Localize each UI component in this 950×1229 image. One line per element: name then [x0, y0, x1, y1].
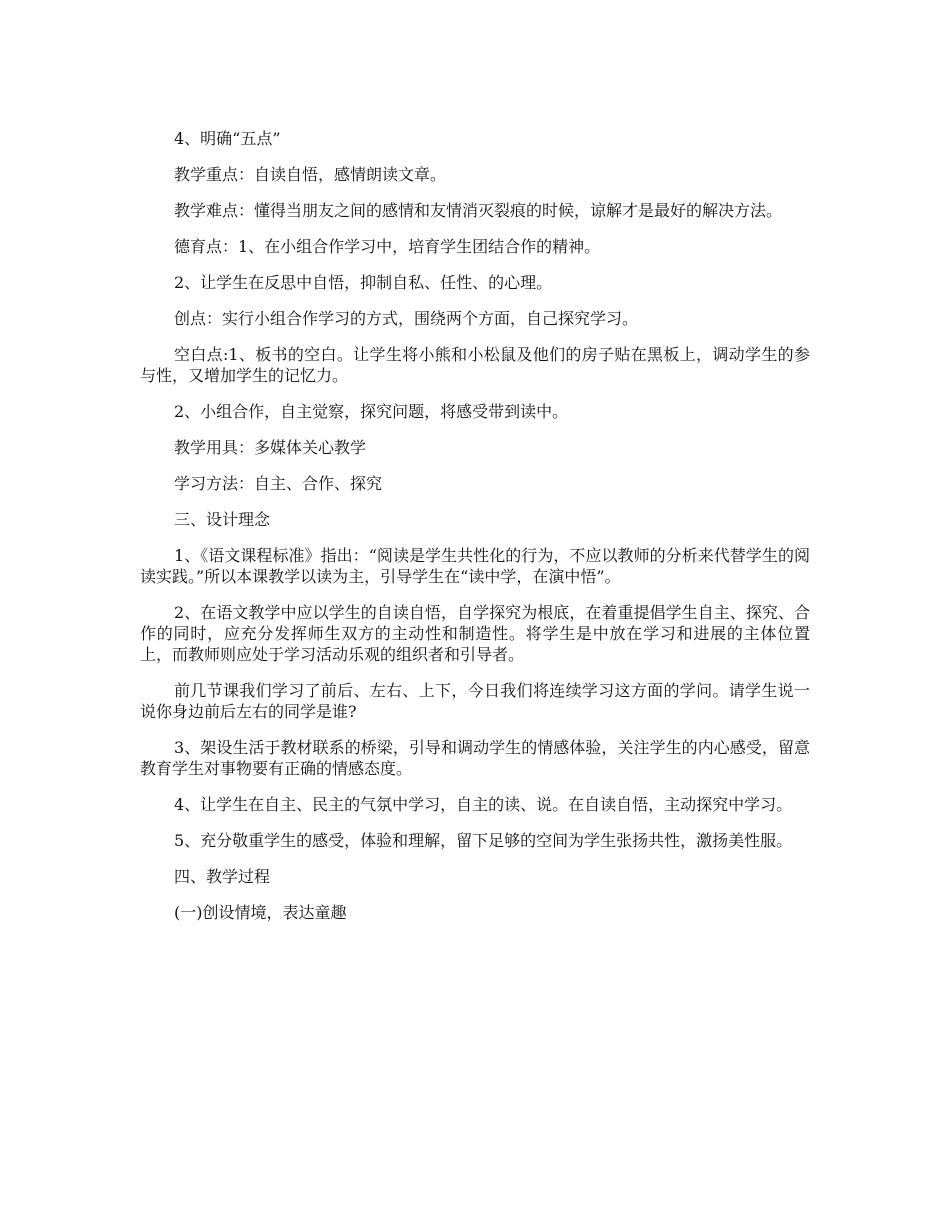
subheading-create-situation: (一)创设情境，表达童趣: [174, 903, 347, 922]
paragraph-blank-point-1: 空白点:1、板书的空白。让学生将小熊和小松鼠及他们的房子贴在黑板上，调动学生的参与性，又增加学生的记忆力。: [140, 345, 810, 385]
paragraph-concept-3: 3、架设生活于教材联系的桥梁，引导和调动学生的情感体验，关注学生的内心感受，留意教育学生对事物要有正确的情感态度。: [140, 738, 810, 778]
paragraph-five-points-heading: 4、明确“五点”: [174, 129, 281, 148]
paragraph-learning-methods: 学习方法：自主、合作、探究: [174, 474, 383, 493]
paragraph-concept-5: 5、充分敬重学生的感受，体验和理解，留下足够的空间为学生张扬共性，激扬美性服。: [174, 831, 793, 850]
paragraph-blank-point-2: 2、小组合作，自主觉察，探究问题，将感受带到读中。: [174, 402, 569, 421]
paragraph-concept-1: 1、《语文课程标准》指出：“阅读是学生共性化的行为，不应以教师的分析来代替学生的阅读实践。”所以本课教学以读为主，引导学生在“读中学，在演中悟”。: [140, 546, 810, 586]
paragraph-concept-2: 2、在语文教学中应以学生的自读自悟，自学探究为根底，在着重提倡学生自主、探究、合作的同时，应充分发挥师生双方的主动性和制造性。将学生是中放在学习和进展的主体位置上，而教师则应处于学习活动乐观的组织者和引导者。: [140, 603, 810, 664]
paragraph-concept-4: 4、让学生在自主、民主的气氛中学习，自主的读、说。在自读自悟，主动探究中学习。: [174, 795, 793, 814]
section-heading-teaching-process: 四、教学过程: [174, 867, 271, 886]
paragraph-moral-point-1: 德育点：1、在小组合作学习中，培育学生团结合作的精神。: [174, 237, 601, 256]
section-heading-design-concept: 三、设计理念: [174, 510, 271, 529]
paragraph-moral-point-2: 2、让学生在反思中自悟，抑制自私、任性、的心理。: [174, 273, 553, 292]
paragraph-teaching-tools: 教学用具：多媒体关心教学: [174, 438, 367, 457]
paragraph-teaching-focus: 教学重点：自读自悟，感情朗读文章。: [174, 165, 447, 184]
paragraph-previous-lessons: 前几节课我们学习了前后、左右、上下，今日我们将连续学习这方面的学问。请学生说一说你身边前后左右的同学是谁?: [140, 681, 810, 721]
document-body: [140, 128, 810, 938]
paragraph-teaching-difficulty: 教学难点：懂得当朋友之间的感情和友情消灭裂痕的时候，谅解才是最好的解决方法。: [174, 201, 783, 220]
paragraph-innovation-point: 创点：实行小组合作学习的方式，围绕两个方面，自己探究学习。: [174, 309, 639, 328]
